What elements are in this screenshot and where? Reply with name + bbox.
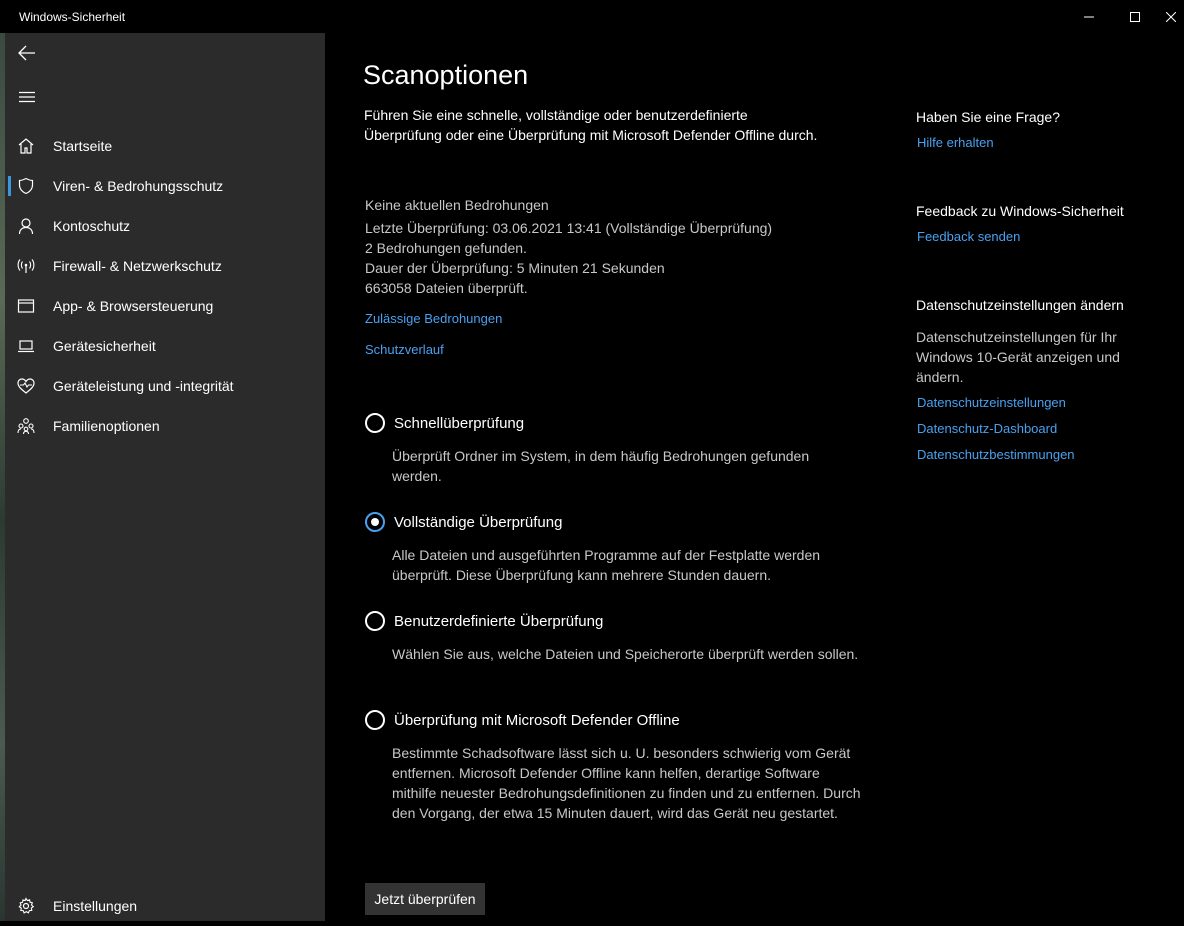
full-scan-option[interactable] <box>365 512 562 532</box>
maximize-icon <box>1130 12 1140 22</box>
status-line: 663058 Dateien überprüft. <box>365 280 528 296</box>
back-arrow-icon <box>18 45 36 61</box>
close-button[interactable] <box>1158 0 1184 33</box>
main-content <box>325 33 1184 921</box>
status-line: Keine aktuellen Bedrohungen <box>365 197 549 213</box>
sidebar-item-label: Kontoschutz <box>53 218 131 234</box>
radio-label: Benutzerdefinierte Überprüfung <box>394 612 604 630</box>
sidebar-item-device-security[interactable] <box>5 326 325 366</box>
sidebar-item-label: App- & Browsersteuerung <box>53 298 214 314</box>
sidebar-item-label: Firewall- & Netzwerkschutz <box>53 258 222 274</box>
option-description: Bestimmte Schadsoftware lässt sich u. U. besonders schwierig vom Gerät entfernen. Microsoft Defender Offline kann helfen, derartige Software mithilfe neuester Bedrohungsdefinitionen zu finden und zu entfernen. Durch den Vorgang, der etwa 15 Minuten dauert, wird das Gerät neu gestartet. <box>392 745 861 821</box>
page-intro: Führen Sie eine schnelle, vollständige oder benutzerdefinierte Überprüfung oder eine Überprüfung mit Microsoft Defender Offline durch. <box>364 107 818 143</box>
sidebar-item-label: Geräteleistung und -integrität <box>53 378 234 394</box>
option-description: Überprüft Ordner im System, in dem häufig Bedrohungen gefunden werden. <box>392 448 810 484</box>
sidebar-item-device-performance[interactable] <box>5 366 325 406</box>
radio-button[interactable] <box>365 710 385 730</box>
radio-label: Schnellüberprüfung <box>394 414 525 432</box>
radio-button[interactable] <box>365 413 385 433</box>
allowed-threats-link[interactable]: Zulässige Bedrohungen <box>365 311 503 326</box>
status-line: 2 Bedrohungen gefunden. <box>365 240 527 256</box>
sidebar-item-label: Familienoptionen <box>53 418 160 434</box>
sidebar-item-firewall[interactable] <box>5 246 325 286</box>
home-icon <box>15 135 37 157</box>
hamburger-icon <box>19 91 35 103</box>
protection-history-link[interactable]: Schutzverlauf <box>365 342 444 357</box>
antenna-icon <box>15 255 37 277</box>
privacy-text: Datenschutzeinstellungen für Ihr Windows 10-Gerät anzeigen und ändern. <box>916 329 1120 385</box>
hamburger-menu-button[interactable] <box>5 77 49 117</box>
feedback-heading: Feedback zu Windows-Sicherheit <box>916 203 1124 219</box>
get-help-link[interactable]: Hilfe erhalten <box>917 135 994 150</box>
sidebar-item-account-protection[interactable] <box>5 206 325 246</box>
page-title: Scanoptionen <box>363 60 529 90</box>
sidebar <box>5 33 325 921</box>
title-bar <box>0 0 1184 33</box>
window-title: Windows-Sicherheit <box>19 10 126 24</box>
privacy-dashboard-link[interactable]: Datenschutz-Dashboard <box>917 421 1058 436</box>
option-description: Wählen Sie aus, welche Dateien und Speicherorte überprüft werden sollen. <box>392 646 859 662</box>
sidebar-item-label: Viren- & Bedrohungsschutz <box>53 178 224 194</box>
radio-button[interactable] <box>365 611 385 631</box>
minimize-icon <box>1084 12 1094 22</box>
laptop-icon <box>15 335 37 357</box>
scan-now-button[interactable]: Jetzt überprüfen <box>365 883 485 915</box>
status-line: Letzte Überprüfung: 03.06.2021 13:41 (Vollständige Überprüfung) <box>365 220 773 236</box>
radio-label: Überprüfung mit Microsoft Defender Offline <box>394 711 680 729</box>
back-button[interactable] <box>5 33 49 73</box>
close-icon <box>1166 12 1176 22</box>
shield-icon <box>15 175 37 197</box>
sidebar-item-settings[interactable] <box>5 886 325 926</box>
offline-scan-option[interactable] <box>365 710 680 730</box>
sidebar-item-label: Gerätesicherheit <box>53 338 156 354</box>
privacy-statement-link[interactable]: Datenschutzbestimmungen <box>917 447 1075 462</box>
sidebar-item-app-browser[interactable] <box>5 286 325 326</box>
maximize-button[interactable] <box>1112 0 1158 33</box>
minimize-button[interactable] <box>1066 0 1112 33</box>
family-icon <box>15 415 37 437</box>
status-line: Dauer der Überprüfung: 5 Minuten 21 Sekunden <box>365 260 665 276</box>
option-description: Alle Dateien und ausgeführten Programme auf der Festplatte werden überprüft. Diese Überprüfung kann mehrere Stunden dauern. <box>392 547 821 583</box>
custom-scan-option[interactable] <box>365 611 603 631</box>
settings-label: Einstellungen <box>53 898 138 914</box>
active-indicator <box>8 176 11 196</box>
gear-icon <box>15 895 37 917</box>
sidebar-item-family-options[interactable] <box>5 406 325 446</box>
scan-status <box>365 195 845 298</box>
sidebar-item-home[interactable] <box>5 126 325 166</box>
privacy-heading: Datenschutzeinstellungen ändern <box>916 297 1124 313</box>
question-heading: Haben Sie eine Frage? <box>916 109 1060 125</box>
sidebar-item-virus-protection[interactable] <box>5 166 325 206</box>
quick-scan-option[interactable] <box>365 413 524 433</box>
radio-button-selected[interactable] <box>365 512 385 532</box>
sidebar-item-label: Startseite <box>53 138 113 154</box>
radio-label: Vollständige Überprüfung <box>394 513 563 531</box>
heart-pulse-icon <box>15 375 37 397</box>
privacy-settings-link[interactable]: Datenschutzeinstellungen <box>917 395 1066 410</box>
send-feedback-link[interactable]: Feedback senden <box>917 229 1021 244</box>
person-icon <box>15 215 37 237</box>
browser-window-icon <box>15 295 37 317</box>
